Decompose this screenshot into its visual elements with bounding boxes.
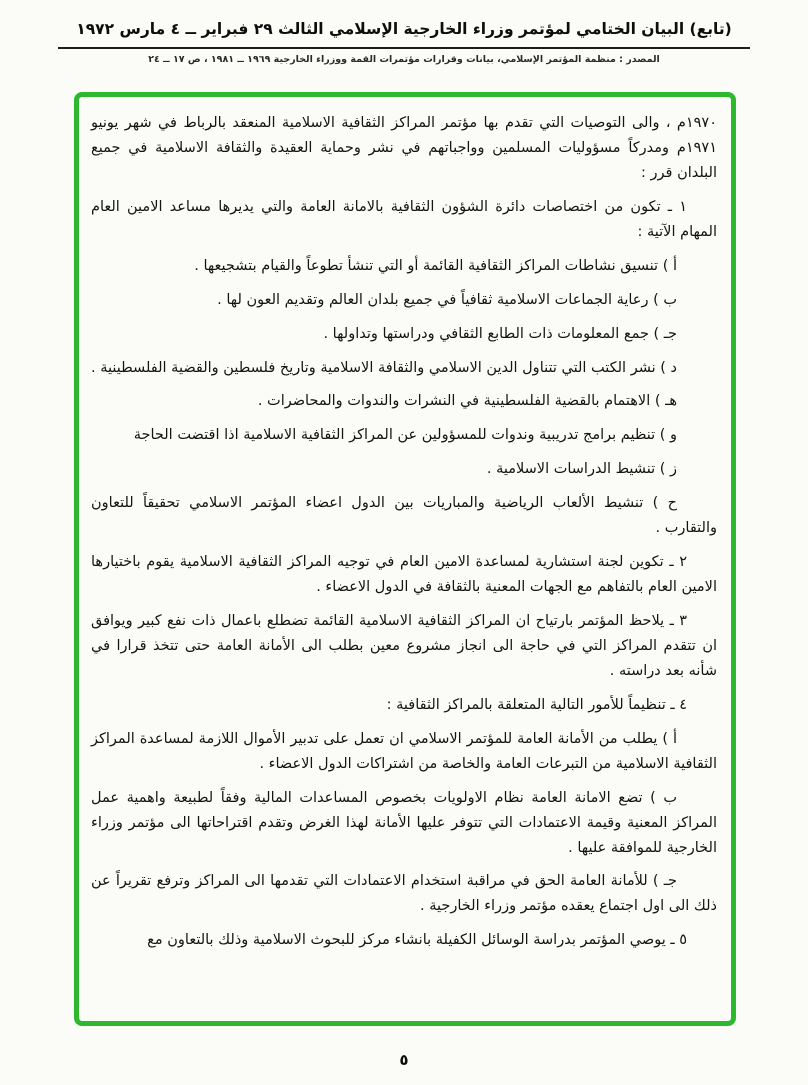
body-paragraph: ب ) رعاية الجماعات الاسلامية ثقافياً في جميع بلدان العالم وتقديم العون لها . [217, 291, 677, 308]
header-divider [58, 47, 750, 49]
body-paragraph: جـ ) جمع المعلومات ذات الطابع الثقافي ودراستها وتداولها . [323, 325, 677, 342]
body-paragraph: ٥ ـ يوصي المؤتمر بدراسة الوسائل الكفيلة بانشاء مركز للبحوث الاسلامية وذلك بالتعاون مع [147, 932, 687, 949]
body-paragraph: أ ) يطلب من الأمانة العامة للمؤتمر الاسلامي ان تعمل على تدبير الأموال اللازمة لمساعدة المراكز الثقافية الاسلامية من التبرعات العامة والخاصة من اشتراكات الدول الاعضاء . [91, 730, 717, 772]
body-paragraph: أ ) تنسيق نشاطات المراكز الثقافية القائمة أو التي تنشأ تطوعاً والقيام بتشجيعها . [194, 257, 677, 274]
body-paragraph: ب ) تضع الامانة العامة نظام الاولويات بخصوص المساعدات المالية وفقاً لطبيعة واهمية عمل المراكز المعنية وقيمة الاعتمادات التي تتوفر عليها الأمانة لهذا الغرض وتقدم اقتراحاتها الى مؤتمر وزراء الخارجية للموافقة عليها . [91, 789, 717, 856]
body-paragraph: هـ ) الاهتمام بالقضية الفلسطينية في النشرات والندوات والمحاضرات . [257, 393, 677, 410]
body-paragraph: ٢ ـ تكوين لجنة استشارية لمساعدة الامين العام في توجيه المراكز الثقافية الاسلامية يقوم باختيارها الامين العام بالتفاهم مع الجهات المعنية بالثقافة في الدول الاعضاء . [91, 554, 717, 596]
body-paragraph: ١ ـ تكون من اختصاصات دائرة الشؤون الثقافية بالامانة العامة والتي يديرها مساعد الامين العام المهام الآتية : [91, 198, 717, 240]
body-paragraph: جـ ) للأمانة العامة الحق في مراقبة استخدام الاعتمادات التي تقدمها الى المراكز وترفع تقريراً عن ذلك الى اول اجتماع يعقده مؤتمر وزراء الخارجية . [91, 873, 717, 915]
source-citation: المصدر : منظمة المؤتمر الإسلامي، بيانات وقرارات مؤتمرات القمة ووزراء الخارجية ١٩٦٩ ــ ١٩٨١ ، ص ١٧ ــ ٢٤ [148, 54, 660, 65]
highlight-box [74, 92, 736, 1026]
body-paragraph: ١٩٧٠م ، والى التوصيات التي تقدم بها مؤتمر المراكز الثقافية الاسلامية المنعقد بالرباط في شهر يونيو ١٩٧١م ومدركاً مسؤوليات المسلمين وواجباتهم في نشر وحماية العقيدة والثقافة الاسلامية في جميع البلدان قرر : [91, 115, 717, 181]
document-title: (تابع) البيان الختامي لمؤتمر وزراء الخارجية الإسلامي الثالث ٢٩ فبراير ــ ٤ مارس ١٩٧٢ [76, 20, 732, 38]
body-paragraph: ز ) تنشيط الدراسات الاسلامية . [486, 461, 677, 478]
document-body [91, 111, 717, 953]
page-header [0, 0, 808, 65]
body-paragraph: ح ) تنشيط الألعاب الرياضية والمباريات بين الدول اعضاء المؤتمر الاسلامي تحقيقاً للتعاون والتقارب . [91, 495, 717, 537]
body-paragraph: و ) تنظيم برامج تدريبية وندوات للمسؤولين عن المراكز الثقافية الاسلامية اذا اقتضت الحاجة [133, 427, 677, 444]
body-paragraph: د ) نشر الكتب التي تتناول الدين الاسلامي والثقافة الاسلامية وتاريخ فلسطين والقضية الفلسطينية . [91, 359, 677, 376]
page-number: ٥ [399, 1051, 409, 1069]
body-paragraph: ٣ ـ يلاحظ المؤتمر بارتياح ان المراكز الثقافية الاسلامية القائمة تضطلع باعمال ذات نفع كبير ويوافق ان تتقدم المراكز التي في حاجة الى انجاز مشروع معين بطلب الى الأمانة العامة حتى تتخذ قرارا في شأنه بعد دراسته . [91, 613, 717, 679]
body-paragraph: ٤ ـ تنظيماً للأمور التالية المتعلقة بالمراكز الثقافية : [386, 696, 687, 713]
